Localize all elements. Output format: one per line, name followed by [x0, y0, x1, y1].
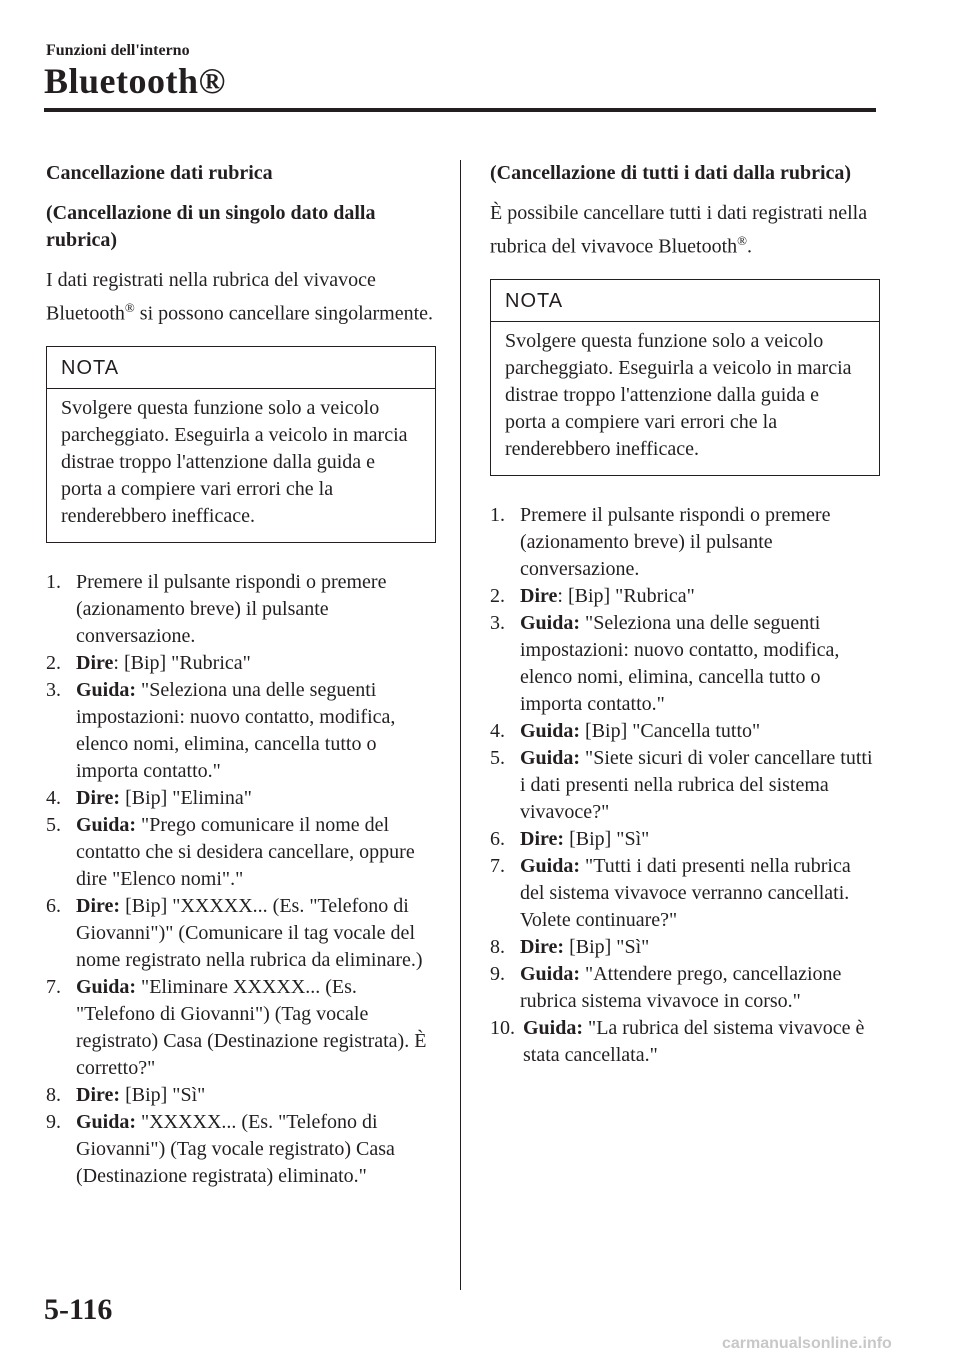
- subheading-single: (Cancellazione di un singolo dato dalla rubrica): [46, 202, 376, 251]
- step-label: Guida:: [523, 1016, 584, 1039]
- step-item: [490, 502, 880, 583]
- step-label: Dire: [520, 584, 558, 607]
- step-label: Guida:: [76, 678, 137, 701]
- step-number: 6.: [490, 827, 505, 850]
- registered-mark: ®: [737, 233, 748, 248]
- step-item: [490, 745, 880, 826]
- intro-text-b: .: [747, 235, 753, 258]
- step-text: : [Bip] "Rubrica": [113, 651, 251, 674]
- step-item: [46, 785, 436, 812]
- step-number: 4.: [490, 719, 505, 742]
- step-label: Guida:: [76, 813, 137, 836]
- step-label: Dire:: [76, 894, 121, 917]
- step-number: 1.: [490, 503, 505, 526]
- left-column: [46, 160, 436, 1190]
- step-number: 9.: [46, 1110, 61, 1133]
- step-label: Dire:: [76, 786, 121, 809]
- step-label: Dire:: [520, 935, 565, 958]
- note-text: Svolgere questa funzione solo a veicolo parcheggiato. Eseguirla a veicolo in marcia distrae troppo l'attenzione dalla guida e porta a compiere vari errori che la renderebbero inefficace.: [61, 396, 408, 527]
- note-box: [46, 346, 436, 543]
- note-box: [490, 279, 880, 476]
- step-item: [46, 812, 436, 893]
- step-item: [490, 826, 880, 853]
- step-text: "Siete sicuri di voler cancellare tutti i dati presenti nella rubrica del sistema vivavoce?": [520, 746, 873, 823]
- step-number: 7.: [46, 975, 61, 998]
- step-label: Guida:: [520, 719, 581, 742]
- header-rule: [44, 108, 876, 112]
- step-label: Dire:: [520, 827, 565, 850]
- step-item: [46, 974, 436, 1082]
- step-number: 6.: [46, 894, 61, 917]
- step-text: "Seleziona una delle seguenti impostazioni: nuovo contatto, modifica, elenco nomi, elimina, cancella tutto o importa contatto.": [520, 611, 840, 715]
- steps-list-all: [490, 502, 880, 1069]
- step-text: [Bip] "Sì": [564, 935, 650, 958]
- step-text: "XXXXX... (Es. "Telefono di Giovanni") (Tag vocale registrato) Casa (Destinazione registrata) eliminato.": [76, 1110, 395, 1187]
- watermark: carmanualsonline.info: [722, 1335, 892, 1352]
- note-title: NOTA: [491, 280, 879, 322]
- step-text: "La rubrica del sistema vivavoce è stata cancellata.": [523, 1016, 865, 1066]
- step-label: Dire:: [76, 1083, 121, 1106]
- step-number: 5.: [46, 813, 61, 836]
- step-label: Guida:: [76, 1110, 137, 1133]
- intro-text-a: I dati registrati nella rubrica del vivavoce Bluetooth: [46, 269, 376, 325]
- intro-paragraph: [46, 267, 436, 328]
- step-label: Dire: [76, 651, 114, 674]
- step-number: 1.: [46, 570, 61, 593]
- step-text: [Bip] "Cancella tutto": [580, 719, 761, 742]
- step-label: Guida:: [520, 854, 581, 877]
- step-text: "Tutti i dati presenti nella rubrica del sistema vivavoce verranno cancellati. Volete continuare?": [520, 854, 851, 931]
- step-text: "Seleziona una delle seguenti impostazioni: nuovo contatto, modifica, elenco nomi, elimina, cancella tutto o importa contatto.": [76, 678, 396, 782]
- step-label: Guida:: [520, 611, 581, 634]
- step-item: [490, 1015, 880, 1069]
- step-number: 4.: [46, 786, 61, 809]
- intro-text-b: si possono cancellare singolarmente.: [134, 302, 434, 325]
- step-item: [46, 1082, 436, 1109]
- step-text: "Eliminare XXXXX... (Es. "Telefono di Giovanni") (Tag vocale registrato) Casa (Destinazione registrata). È corretto?": [76, 975, 427, 1079]
- step-number: 2.: [490, 584, 505, 607]
- step-text: "Prego comunicare il nome del contatto che si desidera cancellare, oppure dire "Elenco nomi".": [76, 813, 415, 890]
- step-label: Guida:: [76, 975, 137, 998]
- subheading-all: (Cancellazione di tutti i dati dalla rubrica): [490, 162, 852, 184]
- intro-text-a: È possibile cancellare tutti i dati registrati nella rubrica del vivavoce Bluetooth: [490, 202, 868, 258]
- step-number: 8.: [46, 1083, 61, 1106]
- step-item: [46, 650, 436, 677]
- intro-paragraph-all: [490, 200, 880, 261]
- step-number: 3.: [46, 678, 61, 701]
- step-label: Guida:: [520, 962, 581, 985]
- step-number: 10.: [490, 1016, 515, 1039]
- step-item: [490, 583, 880, 610]
- section-heading: Cancellazione dati rubrica: [46, 162, 273, 184]
- step-text: [Bip] "Elimina": [120, 786, 252, 809]
- step-item: [490, 718, 880, 745]
- step-text: [Bip] "Sì": [564, 827, 650, 850]
- step-number: 7.: [490, 854, 505, 877]
- step-text: [Bip] "XXXXX... (Es. "Telefono di Giovanni")" (Comunicare il tag vocale del nome registrato nella rubrica da eliminare.): [76, 894, 423, 971]
- step-item: [490, 934, 880, 961]
- registered-mark: ®: [124, 300, 135, 315]
- note-text: Svolgere questa funzione solo a veicolo parcheggiato. Eseguirla a veicolo in marcia distrae troppo l'attenzione dalla guida e porta a compiere vari errori che la renderebbero inefficace.: [505, 329, 852, 460]
- steps-list-single: [46, 569, 436, 1190]
- note-title: NOTA: [47, 347, 435, 389]
- step-number: 3.: [490, 611, 505, 634]
- step-text: [Bip] "Sì": [120, 1083, 206, 1106]
- step-label: Guida:: [520, 746, 581, 769]
- step-item: [490, 610, 880, 718]
- step-item: [46, 893, 436, 974]
- step-item: [46, 569, 436, 650]
- right-column: [490, 160, 880, 1069]
- page-number: 5-116: [44, 1293, 113, 1326]
- step-number: 8.: [490, 935, 505, 958]
- step-item: [46, 1109, 436, 1190]
- step-text: Premere il pulsante rispondi o premere (azionamento breve) il pulsante conversazione.: [520, 503, 831, 580]
- step-number: 5.: [490, 746, 505, 769]
- step-number: 9.: [490, 962, 505, 985]
- step-text: Premere il pulsante rispondi o premere (azionamento breve) il pulsante conversazione.: [76, 570, 387, 647]
- section-label: Funzioni dell'interno: [46, 42, 190, 59]
- step-text: "Attendere prego, cancellazione rubrica sistema vivavoce in corso.": [520, 962, 842, 1012]
- column-divider: [460, 160, 461, 1290]
- page-title: Bluetooth®: [44, 61, 226, 101]
- step-item: [490, 853, 880, 934]
- step-item: [490, 961, 880, 1015]
- step-text: : [Bip] "Rubrica": [557, 584, 695, 607]
- step-item: [46, 677, 436, 785]
- step-number: 2.: [46, 651, 61, 674]
